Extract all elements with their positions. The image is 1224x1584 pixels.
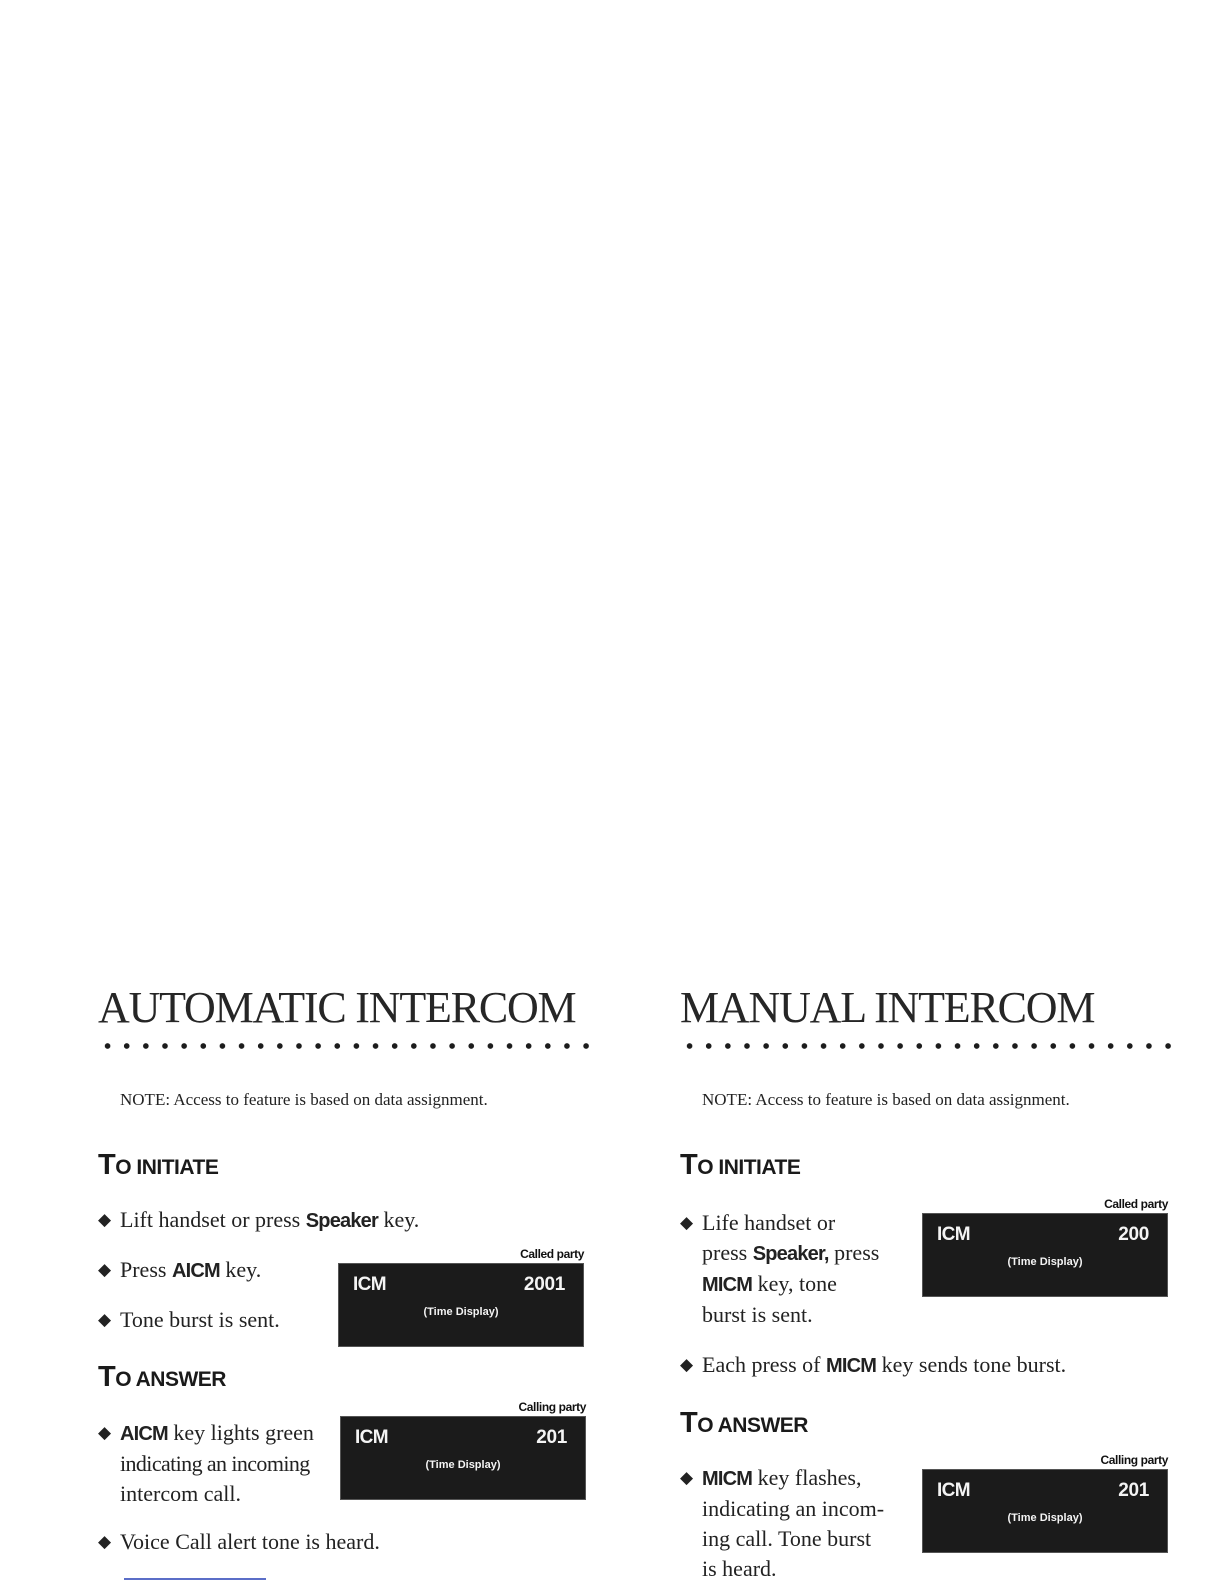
to-answer-heading: TO ANSWER	[98, 1361, 226, 1393]
display-time: (Time Display)	[1007, 1512, 1083, 1524]
display-number: 2001	[523, 1274, 565, 1295]
display-mode: ICM	[937, 1480, 971, 1501]
display-number: 200	[1118, 1224, 1149, 1245]
list-item: ◆ Tone burst is sent.	[98, 1305, 328, 1335]
lcd-screen	[338, 1263, 584, 1347]
lcd-display-called	[338, 1246, 584, 1347]
section-title: MANUAL INTERCOM	[680, 983, 1095, 1032]
to-answer-heading: TO ANSWER	[680, 1407, 808, 1439]
lcd-screen	[922, 1469, 1168, 1553]
list-item: ◆ Voice Call alert tone is heard.	[98, 1527, 568, 1557]
lcd-display-called	[922, 1196, 1168, 1297]
diamond-bullet-icon: ◆	[98, 1260, 112, 1279]
list-item: ◆ Press AICM key.	[98, 1255, 328, 1286]
lcd-screen	[340, 1416, 586, 1500]
dotted-divider	[680, 1041, 1178, 1051]
lcd-display-calling	[922, 1452, 1168, 1553]
display-number: 201	[1118, 1480, 1149, 1501]
to-initiate-heading: TO INITIATE	[98, 1149, 219, 1181]
display-time: (Time Display)	[423, 1306, 499, 1318]
diamond-bullet-icon: ◆	[98, 1423, 112, 1442]
diamond-bullet-icon: ◆	[680, 1213, 694, 1232]
underline-mark	[124, 1578, 266, 1580]
list-item: ◆ Each press of MICM key sends tone burst.	[680, 1350, 1180, 1381]
display-caption: Calling party	[518, 1400, 586, 1414]
display-number: 201	[536, 1427, 567, 1448]
manual-intercom-section	[680, 0, 1180, 1584]
note-text: NOTE: Access to feature is based on data assignment.	[120, 1090, 488, 1109]
automatic-intercom-section	[98, 0, 598, 1584]
display-caption: Called party	[1104, 1197, 1168, 1211]
list-item: ◆ Lift handset or press Speaker key.	[98, 1205, 568, 1236]
list-item: ◆ MICM key flashes, indicating an incom- ing call. Tone burst is heard.	[680, 1465, 885, 1581]
dotted-divider	[98, 1041, 596, 1051]
lcd-display-calling	[340, 1399, 586, 1500]
to-initiate-heading: TO INITIATE	[680, 1149, 801, 1181]
section-title: AUTOMATIC INTERCOM	[98, 983, 576, 1032]
diamond-bullet-icon: ◆	[680, 1468, 694, 1487]
display-mode: ICM	[937, 1224, 971, 1245]
display-mode: ICM	[353, 1274, 387, 1295]
display-mode: ICM	[355, 1427, 389, 1448]
diamond-bullet-icon: ◆	[98, 1310, 112, 1329]
display-caption: Called party	[520, 1247, 584, 1261]
diamond-bullet-icon: ◆	[680, 1355, 694, 1374]
diamond-bullet-icon: ◆	[98, 1210, 112, 1229]
list-item: ◆ AICM key lights green indicating an incoming intercom call.	[98, 1420, 314, 1506]
display-caption: Calling party	[1100, 1453, 1168, 1467]
lcd-screen	[922, 1213, 1168, 1297]
note-text: NOTE: Access to feature is based on data assignment.	[702, 1090, 1070, 1109]
list-item: ◆ Life handset or press Speaker, press MICM key, tone burst is sent.	[680, 1210, 880, 1327]
display-time: (Time Display)	[1007, 1256, 1083, 1268]
display-time: (Time Display)	[425, 1459, 501, 1471]
diamond-bullet-icon: ◆	[98, 1532, 112, 1551]
